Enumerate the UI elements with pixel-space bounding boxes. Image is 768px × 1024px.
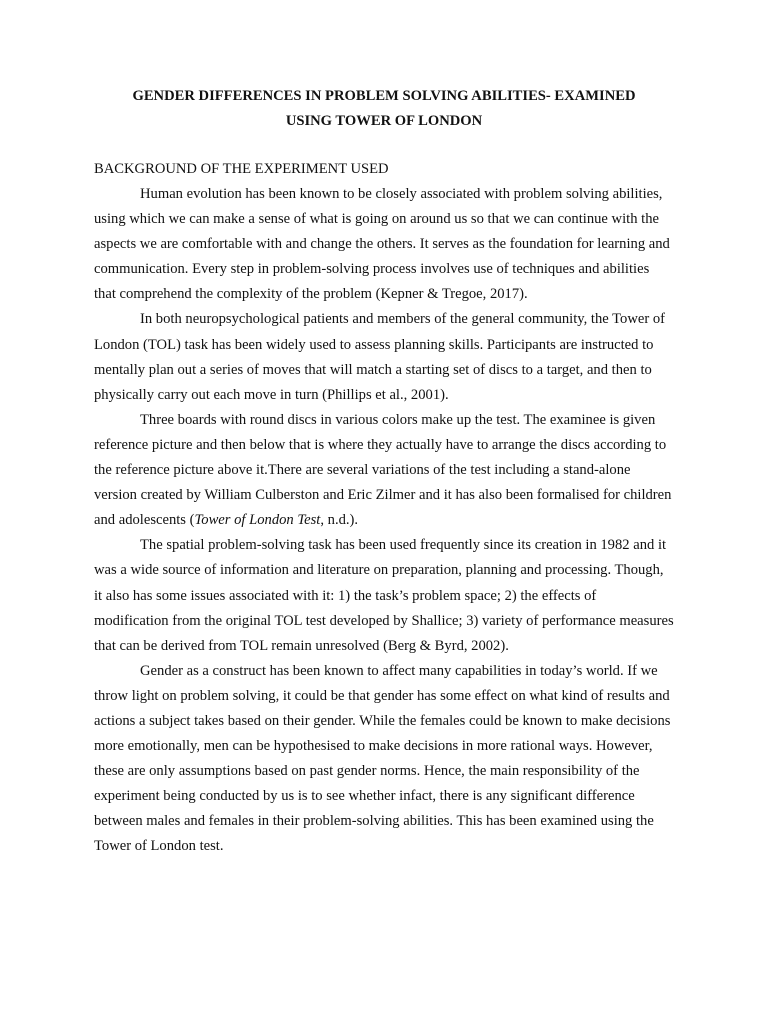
paragraph-3 [94,408,674,533]
paragraph-3-citation-end: , n.d.). [320,512,359,529]
paragraph-5: Gender as a construct has been known to affect many capabilities in today’s world. If we throw light on problem solving, it could be that gender has some effect on what kind of results and actions a subject takes based on their gender. While the females could be known to make decisions more emotionally, men can be hypothesised to make decisions in more rational ways. However, these are only assumptions based on past gender norms. Hence, the main responsibility of the experiment being conducted by us is to see whether infact, there is any significant difference between males and females in their problem-solving abilities. This has been examined using the Tower of London test. [94,662,671,855]
title-line-2: USING TOWER OF LONDON [285,113,483,129]
paragraph-2: In both neuropsychological patients and members of the general community, the Tower of London (TOL) task has been widely used to assess planning skills. Participants are instructed to mentally plan out a series of moves that will match a starting set of discs to a target, and then to physically carry out each move in turn (Phillips et al., 2001). [94,311,666,403]
paragraph-1: Human evolution has been known to be closely associated with problem solving abilities, using which we can make a sense of what is going on around us so that we can continue with the aspects we are comfortable with and change the others. It serves as the foundation for learning and communication. Every step in problem-solving process involves use of techniques and abilities that comprehend the complexity of the problem (Kepner & Tregoe, 2017). [94,186,670,303]
paragraph-4: The spatial problem-solving task has been used frequently since its creation in 1982 and it was a wide source of information and literature on preparation, planning and processing. Though, it also has some issues associated with it: 1) the task’s problem space; 2) the effects of modification from the original TOL test developed by Shallice; 3) variety of performance measures that can be derived from TOL remain unresolved (Berg & Byrd, 2002). [94,537,674,654]
paragraph-3-text: Three boards with round discs in various colors make up the test. The examinee is given reference picture and then below that is where they actually have to arrange the discs according to the reference picture above it.There are several variations of the test including a stand-alone version created by William Culberston and Eric Zilmer and it has also been formalised for children and adolescents ( [94,411,672,529]
document-page [94,84,674,860]
paragraph-3-citation-italic: Tower of London Test [194,512,321,529]
section-heading: BACKGROUND OF THE EXPERIMENT USED [94,161,389,177]
title-line-1: GENDER DIFFERENCES IN PROBLEM SOLVING ABILITIES- EXAMINED [132,88,636,104]
document-title [94,84,674,134]
